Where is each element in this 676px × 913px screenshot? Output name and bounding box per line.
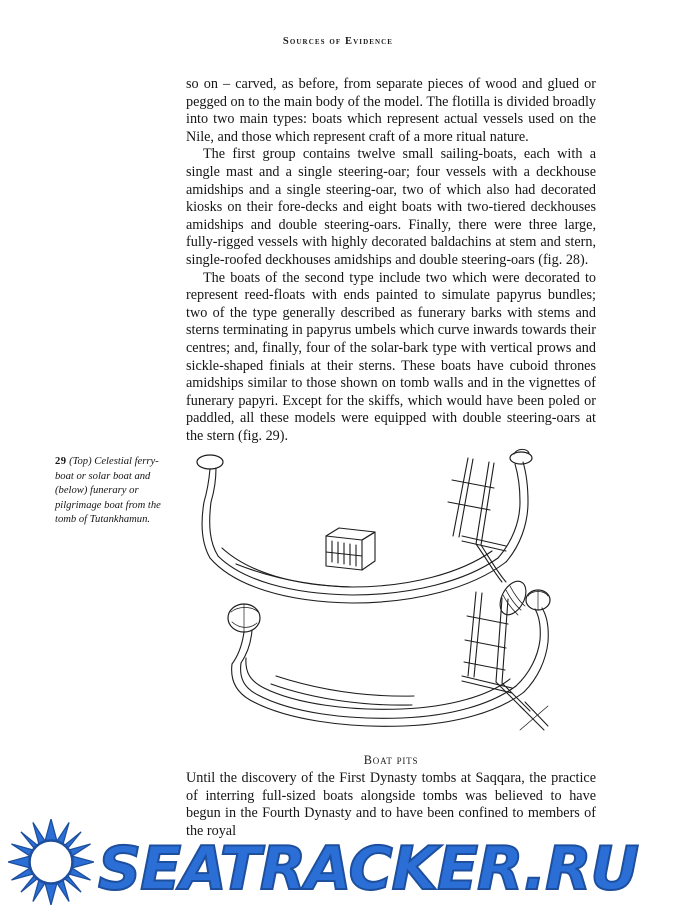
watermark-text: SEATRACKER.RU — [98, 834, 639, 904]
paragraph-3: The boats of the second type include two which were decorated to represent reed-floats with ends painted to simulate papyrus bundles; two of the type generally described as funerary barks with stems and sterns terminating in papyrus umbels which curve inwards towards their centres; and, finally, four of the solar-bark type with vertical prows and sickle-shaped finials at their sterns. These boats have cuboid thrones amidships similar to those shown on tomb walls and in the vignettes of funerary papyri. Except for the skiffs, which would have been poled or paddled, all these models were equipped with double steering-oars at the stern (fig. 29). — [186, 269, 596, 444]
figure-boat-models — [176, 440, 616, 750]
figure-caption-text: (Top) Celestial ferry-boat or solar boat and (below) funerary or pilgrimage boat from the tomb of Tutankhamun. — [55, 456, 161, 526]
paragraph-bottom: Until the discovery of the First Dynasty tombs at Saqqara, the practice of interring full-sized boats alongside tombs was believed to have begun in the Fourth Dynasty and to have been confined to members of the royal — [186, 770, 596, 839]
sun-burst-icon — [8, 819, 94, 905]
figure-number: 29 — [55, 456, 67, 467]
paragraph-1: so on – carved, as before, from separate pieces of wood and glued or pegged on to the main body of the model. The flotilla is divided broadly into two main types: boats which represent actual vessels used on the Nile, and those which represent craft of a more ritual nature. — [186, 76, 596, 145]
section-heading: Boat pits — [363, 753, 419, 767]
figure-caption — [55, 455, 173, 528]
main-text-column — [186, 76, 596, 445]
paragraph-2: The first group contains twelve small sailing-boats, each with a single mast and a single steering-oar; four vessels with a deckhouse amidships and a single steering-oar, two of which also had decorated kiosks on their fore-decks and eight boats with two-tiered deckhouses amidships and double steering-oars. Finally, there were three large, fully-rigged vessels with highly decorated baldachins at stem and stern, single-roofed deckhouses amidships and double steering-oars (fig. 28). — [186, 146, 596, 268]
bottom-text-column — [186, 770, 596, 840]
running-head: Sources of Evidence — [282, 36, 394, 47]
